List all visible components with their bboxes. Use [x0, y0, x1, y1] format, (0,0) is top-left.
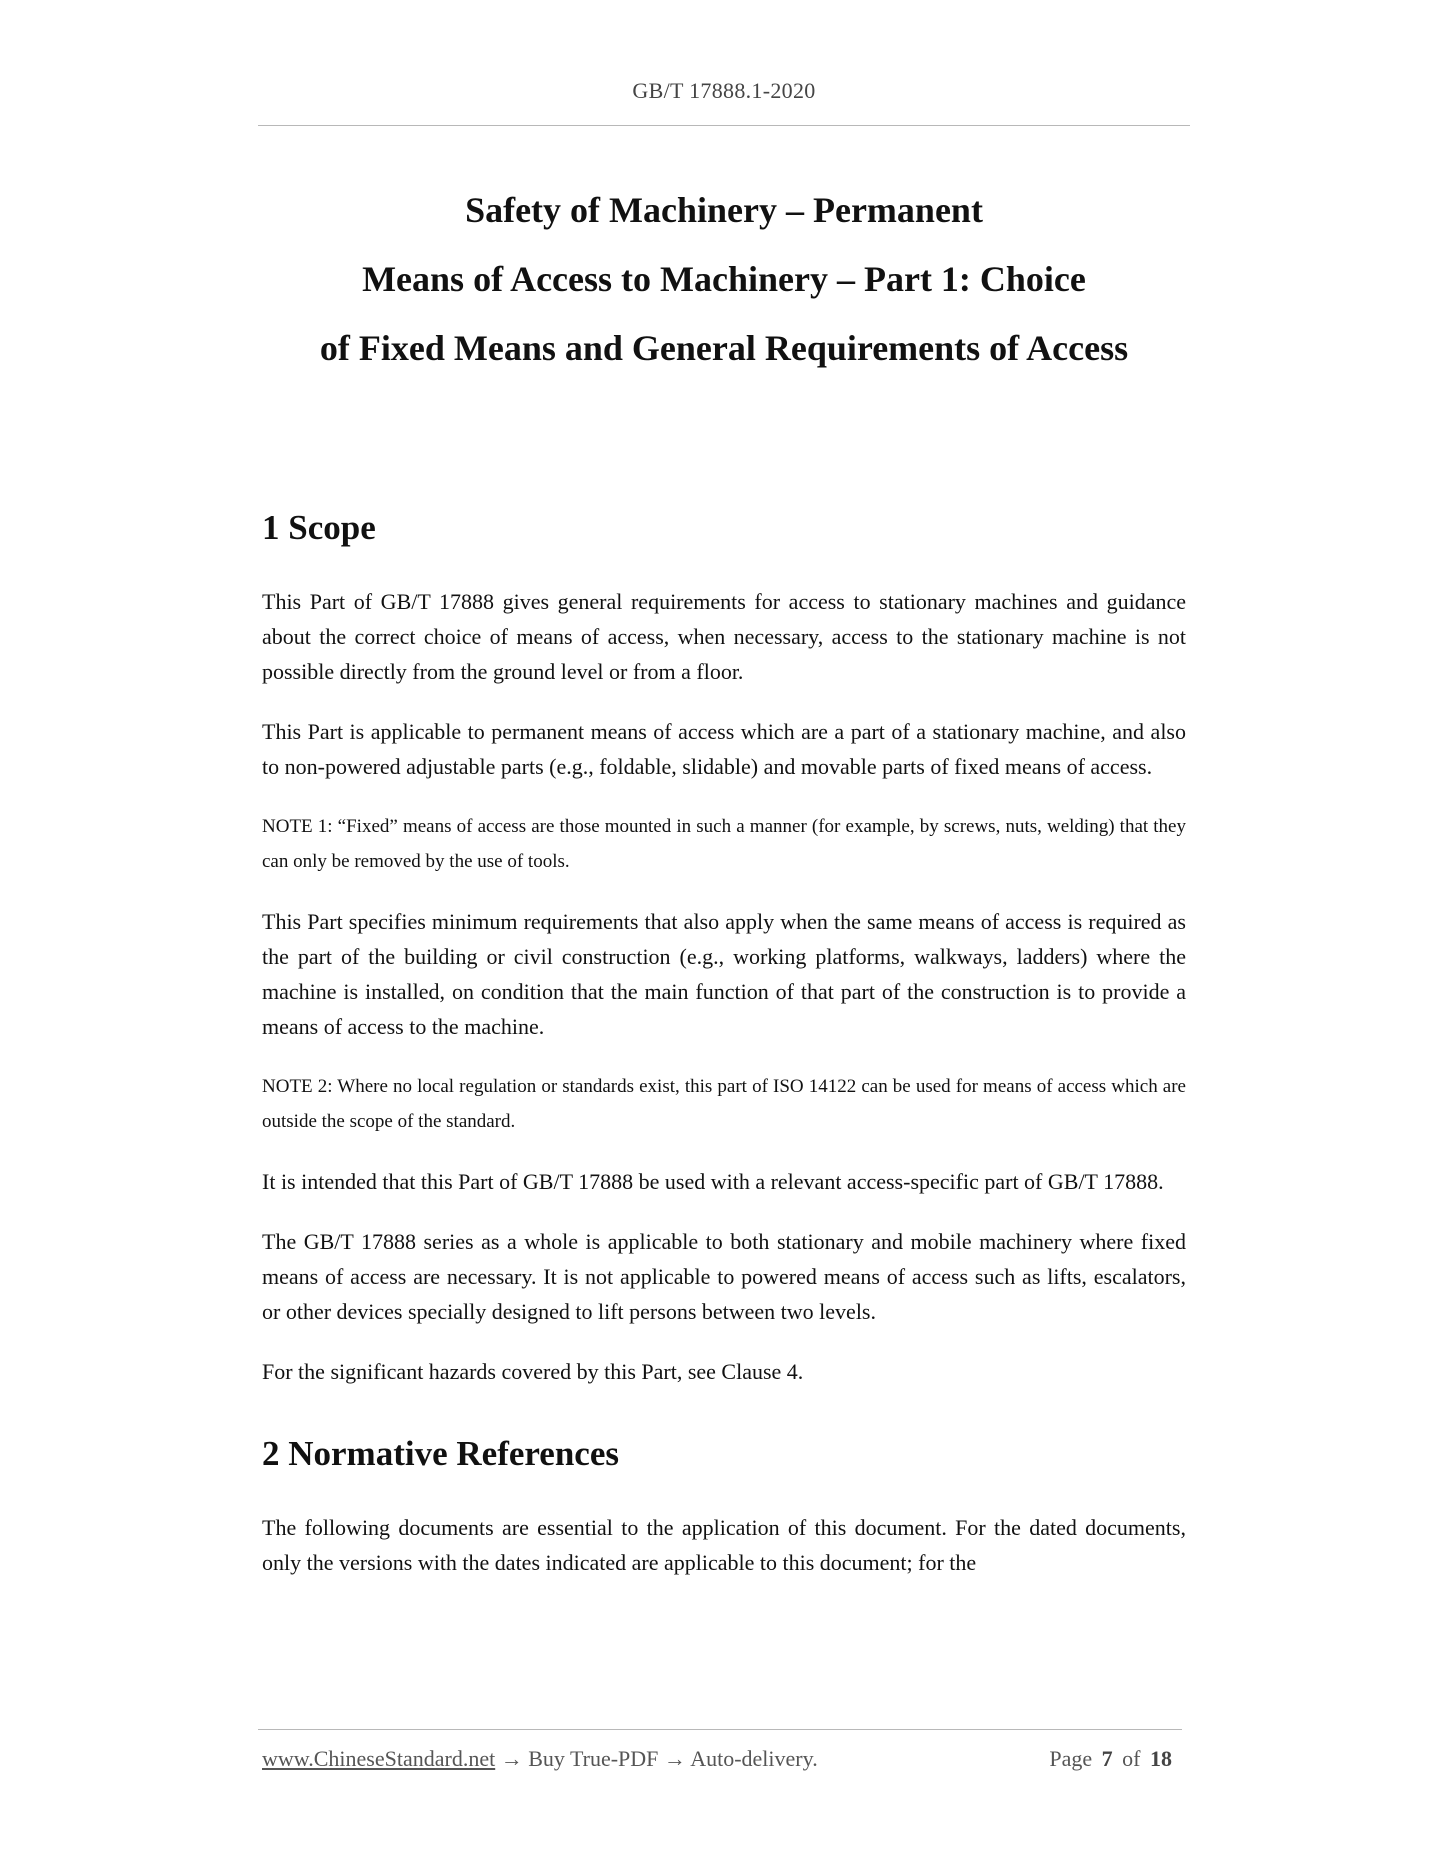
current-page: 7 — [1101, 1746, 1113, 1771]
title-line-3: of Fixed Means and General Requirements of Access — [319, 328, 1129, 368]
arrow-right-icon: → — [663, 1746, 686, 1771]
scope-note-1: NOTE 1: “Fixed” means of access are those mounted in such a manner (for example, by screws, nuts, welding) that they can only be removed by the use of tools. — [262, 816, 1186, 872]
arrow-right-icon: → — [500, 1746, 523, 1771]
footer-promo — [262, 1746, 818, 1772]
document-title — [258, 176, 1190, 383]
scope-paragraph-3: This Part specifies minimum requirements that also apply when the same means of access is required as the part of the building or civil construction (e.g., working platforms, walkways, ladders) where the machine is installed, on condition that the main function of that part of the construction is to provide a means of access to the machine. — [262, 909, 1186, 1039]
scope-paragraph-1: This Part of GB/T 17888 gives general requirements for access to stationary machines and guidance about the correct choice of means of access, when necessary, access to the stationary machine is not possible directly from the ground level or from a floor. — [262, 589, 1186, 684]
page-number — [1049, 1746, 1176, 1772]
scope-note-2: NOTE 2: Where no local regulation or standards exist, this part of ISO 14122 can be used for means of access which are outside the scope of the standard. — [262, 1076, 1186, 1132]
of-label: of — [1122, 1746, 1141, 1771]
section-heading-normative-references: 2 Normative References — [262, 1434, 619, 1473]
total-pages: 18 — [1150, 1746, 1172, 1771]
scope-paragraph-5: The GB/T 17888 series as a whole is applicable to both stationary and mobile machinery where fixed means of access are necessary. It is not applicable to powered means of access such as lifts, escalators, or other devices specially designed to lift persons between two levels. — [262, 1229, 1186, 1324]
document-body — [262, 506, 1186, 1605]
title-line-1: Safety of Machinery – Permanent — [465, 190, 983, 230]
website-link[interactable]: www.ChineseStandard.net — [262, 1746, 496, 1771]
running-header: GB/T 17888.1-2020 — [632, 78, 816, 103]
auto-delivery-text: Auto-delivery. — [690, 1746, 818, 1771]
page-label: Page — [1049, 1746, 1093, 1771]
section-heading-scope: 1 Scope — [262, 508, 376, 547]
title-line-2: Means of Access to Machinery – Part 1: Choice — [362, 259, 1086, 299]
footer-divider — [258, 1729, 1182, 1730]
scope-paragraph-2: This Part is applicable to permanent means of access which are a part of a stationary machine, and also to non-powered adjustable parts (e.g., foldable, slidable) and movable parts of fixed means of access. — [262, 719, 1186, 779]
scope-paragraph-4: It is intended that this Part of GB/T 17888 be used with a relevant access-specific part of GB/T 17888. — [262, 1169, 1164, 1194]
references-paragraph-1: The following documents are essential to the application of this document. For the dated documents, only the versions with the dates indicated are applicable to this document; for the — [262, 1515, 1186, 1575]
buy-pdf-text: Buy True-PDF — [528, 1746, 659, 1771]
scope-paragraph-6: For the significant hazards covered by this Part, see Clause 4. — [262, 1359, 804, 1384]
header-divider — [258, 125, 1190, 126]
section-spacer — [262, 1414, 1186, 1432]
